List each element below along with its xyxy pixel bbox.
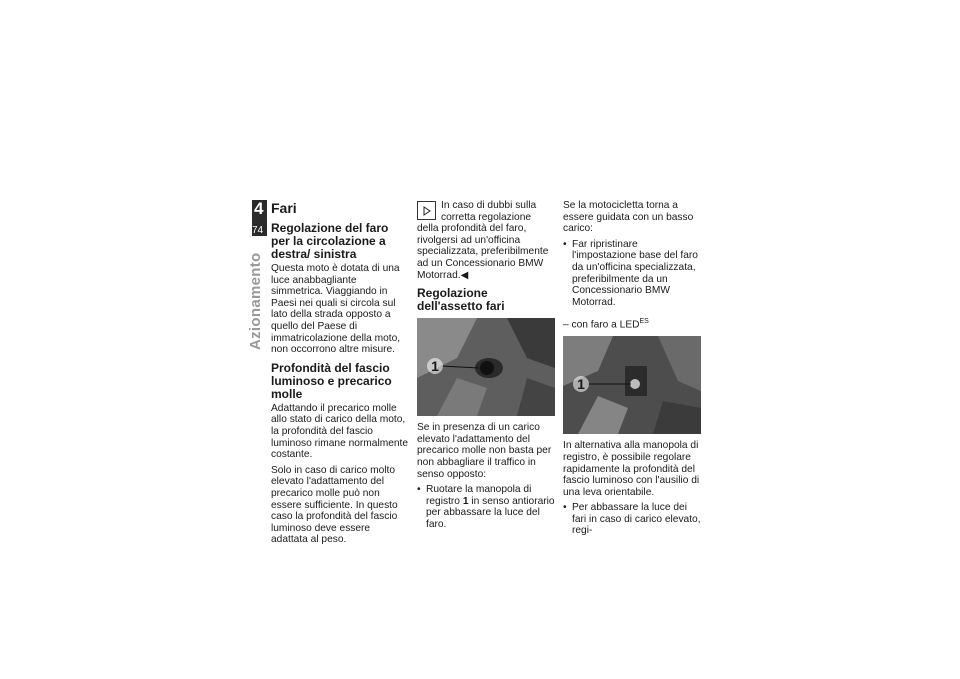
heading-headlight-aim: Regolazione dell'assetto fari [417, 286, 505, 314]
heading-headlight-left-right: Regolazione del faro per la circolazione a destra/ sinistra [271, 221, 389, 261]
paragraph: Se la motocicletta torna a essere guidata con un basso carico: [563, 200, 694, 235]
paragraph: Se in presenza di un carico elevato l'adattamento del precarico molle non basta per non abbagliare il traffico in senso opposto: [417, 422, 552, 480]
paragraph: Questa moto è dotata di una luce anabbagliante simmetrica. Viaggiando in Paesi nei quali si circola sul lato della strada opposto a quello del Paese di immatricolazione della moto, non occorrono altre misure. [271, 263, 401, 356]
paragraph: In alternativa alla manopola di registro, è possibile regolare rapidamente la profondità del fascio luminoso con l'ausilio di una leva orientabile. [563, 440, 700, 498]
led-variant-label: – con faro a $LED^{ES}$ [563, 318, 649, 331]
section-label: Azionamento [247, 252, 264, 350]
chapter-number: 4 [254, 199, 264, 218]
list-item: • Far ripristinare l'impostazione base del faro da un'officina specializzata, preferibilmente da un Concessionario BMW Motorrad. [563, 239, 701, 309]
list-item: • Per abbassare la luce dei fari in caso di carico elevato, regi- [563, 502, 701, 537]
note-block [417, 200, 555, 281]
instruction-list [563, 239, 701, 309]
paragraph: Adattando il precarico molle allo stato di carico della moto, la profondità del fascio luminoso rimane normalmente costante. [271, 402, 409, 461]
heading-beam-depth: Profondità del fascio luminoso e precarico molle [271, 360, 392, 401]
column-2 [417, 200, 555, 534]
led-adjuster-lever-photo [563, 336, 701, 434]
note-text: In caso di dubbi sulla corretta regolazione della profondità del faro, rivolgersi ad un'officina specializzata, preferibilmente ad un Concessionario BMW Motorrad.◀ [417, 200, 549, 281]
note-triangle-icon [417, 201, 436, 220]
callout-number: 1 [573, 376, 589, 392]
column-3 [563, 200, 701, 540]
instruction-list [563, 502, 701, 537]
column-1 [271, 200, 409, 550]
callout-number: 1 [427, 358, 443, 374]
list-item: • Ruotare la manopola di registro 1 in senso antiorario per abbassare la luce del faro. [417, 484, 555, 530]
paragraph: Solo in caso di carico molto elevato l'adattamento del precarico molle può non essere sufficiente. In questo caso la profondità del fascio luminoso deve essere adattata al peso. [271, 464, 398, 546]
section-title: Fari [271, 200, 297, 216]
page-number: 74 [252, 225, 264, 236]
instruction-list [417, 484, 555, 530]
adjuster-knob-photo [417, 318, 555, 416]
